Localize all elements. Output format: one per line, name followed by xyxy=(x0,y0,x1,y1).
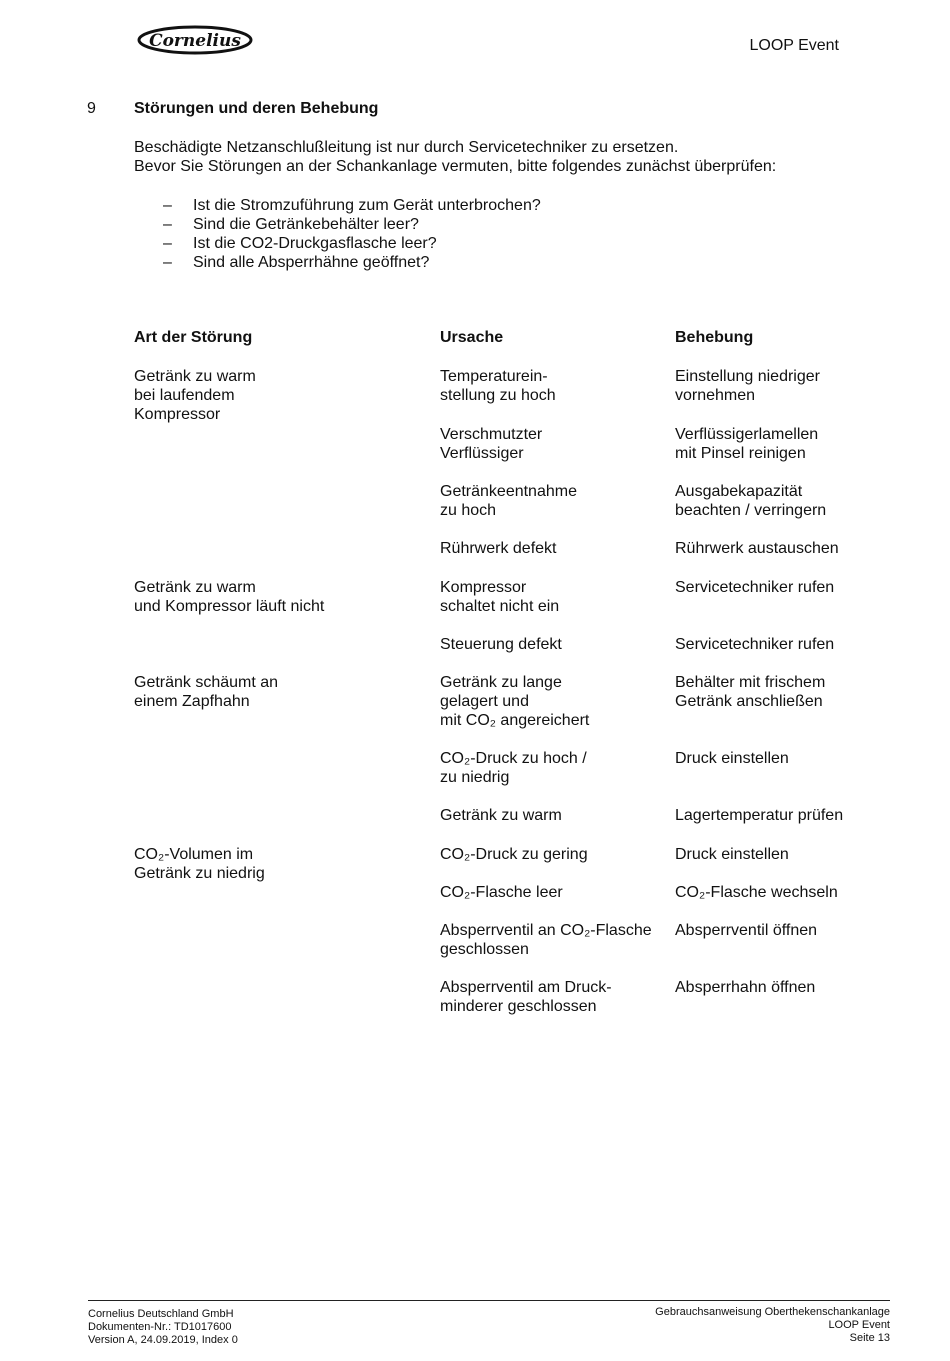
remedy-cell: Servicetechniker rufen xyxy=(675,636,835,653)
remedy-cell: Behälter mit frischem Getränk anschließen xyxy=(675,674,826,710)
cornelius-logo xyxy=(136,22,254,58)
remedy-cell: Lagertemperatur prüfen xyxy=(675,807,844,824)
cause-cell: CO₂-Flasche leer xyxy=(440,884,563,901)
logo-wordmark: Cornelius xyxy=(149,31,241,51)
footer-version: Version A, 24.09.2019, Index 0 xyxy=(88,1334,238,1346)
fault-cell: CO₂-Volumen im Getränk zu niedrig xyxy=(134,846,265,882)
remedy-cell: CO₂-Flasche wechseln xyxy=(675,884,838,901)
remedy-cell: Absperrventil öffnen xyxy=(675,922,818,939)
checklist-item: Sind die Getränkebehälter leer? xyxy=(193,216,419,233)
cause-cell: CO₂-Druck zu gering xyxy=(440,846,588,863)
cause-cell: Rührwerk defekt xyxy=(440,540,557,557)
column-header-cause: Ursache xyxy=(440,329,504,346)
footer-divider xyxy=(88,1300,890,1301)
footer-company: Cornelius Deutschland GmbH xyxy=(88,1308,234,1320)
intro-line: Beschädigte Netzanschlußleitung ist nur durch Servicetechniker zu ersetzen. xyxy=(134,139,679,156)
cause-cell: Absperrventil an CO₂-Flasche geschlossen xyxy=(440,922,652,958)
footer-document-number: Dokumenten-Nr.: TD1017600 xyxy=(88,1321,232,1333)
header-title: LOOP Event xyxy=(749,37,839,54)
remedy-cell: Ausgabekapazität beachten / verringern xyxy=(675,483,827,519)
cause-cell: Steuerung defekt xyxy=(440,636,562,653)
cause-cell: Verschmutzter Verflüssiger xyxy=(440,426,543,462)
cause-cell: Getränk zu warm xyxy=(440,807,562,824)
bullet-dash: – xyxy=(163,254,172,271)
fault-cell: Getränk zu warm und Kompressor läuft nicht xyxy=(134,579,325,615)
remedy-cell: Druck einstellen xyxy=(675,750,789,767)
cause-cell: CO₂-Druck zu hoch / zu niedrig xyxy=(440,750,587,786)
remedy-cell: Druck einstellen xyxy=(675,846,789,863)
cause-cell: Absperrventil am Druck- minderer geschlossen xyxy=(440,979,612,1015)
cause-cell: Getränk zu lange gelagert und mit CO₂ angereichert xyxy=(440,674,590,729)
bullet-dash: – xyxy=(163,197,172,214)
cause-cell: Temperaturein- stellung zu hoch xyxy=(440,368,556,404)
footer-page-number: Seite 13 xyxy=(849,1332,890,1344)
remedy-cell: Verflüssigerlamellen mit Pinsel reinigen xyxy=(675,426,819,462)
footer-left xyxy=(88,1308,238,1347)
footer-product: LOOP Event xyxy=(828,1319,890,1331)
column-header-remedy: Behebung xyxy=(675,329,754,346)
checklist-item: Sind alle Absperrhähne geöffnet? xyxy=(193,254,430,271)
column-header-fault: Art der Störung xyxy=(134,329,253,346)
cause-cell: Getränkeentnahme zu hoch xyxy=(440,483,577,519)
bullet-dash: – xyxy=(163,235,172,252)
checklist-item: Ist die CO2-Druckgasflasche leer? xyxy=(193,235,437,252)
fault-cell: Getränk schäumt an einem Zapfhahn xyxy=(134,674,279,710)
remedy-cell: Rührwerk austauschen xyxy=(675,540,839,557)
remedy-cell: Servicetechniker rufen xyxy=(675,579,835,596)
remedy-cell: Absperrhahn öffnen xyxy=(675,979,816,996)
cause-cell: Kompressor schaltet nicht ein xyxy=(440,579,560,615)
section-title: Störungen und deren Behebung xyxy=(134,100,379,117)
footer-manual-title: Gebrauchsanweisung Oberthekenschankanlage xyxy=(655,1306,890,1318)
checklist-item: Ist die Stromzuführung zum Gerät unterbrochen? xyxy=(193,197,541,214)
bullet-dash: – xyxy=(163,216,172,233)
remedy-cell: Einstellung niedriger vornehmen xyxy=(675,368,820,404)
intro-line: Bevor Sie Störungen an der Schankanlage vermuten, bitte folgendes zunächst überprüfen: xyxy=(134,158,777,175)
section-number: 9 xyxy=(87,100,96,117)
fault-cell: Getränk zu warm bei laufendem Kompressor xyxy=(134,368,256,423)
